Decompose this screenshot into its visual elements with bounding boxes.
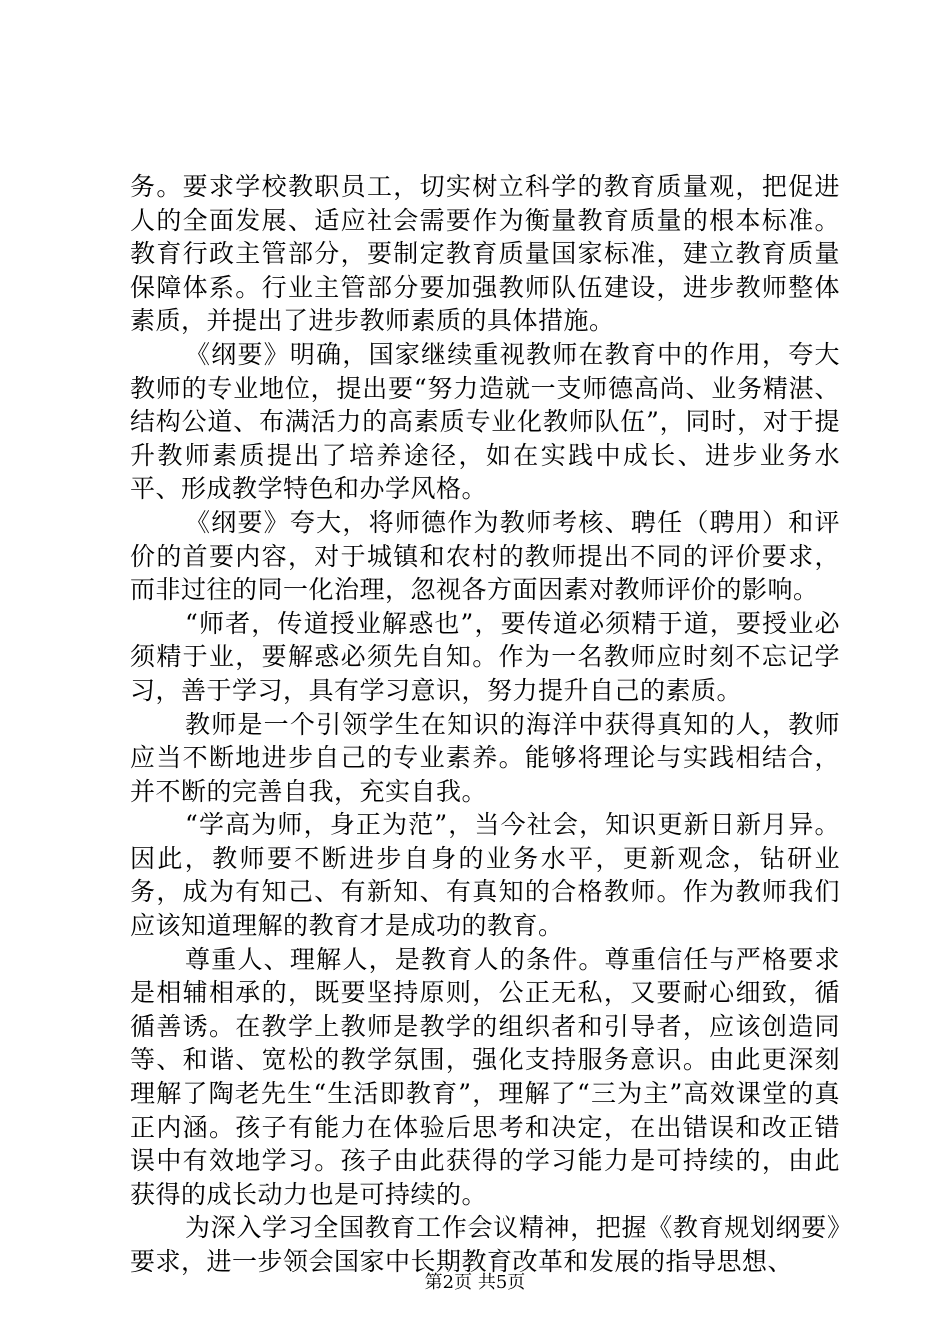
paragraph: 务。要求学校教职员工，切实树立科学的教育质量观，把促进人的全面发展、适应社会需要作为衡量教育质量的根本标准。教育行政主管部分，要制定教育质量国家标准，建立教育质量保障体系。行业主管部分要加强教师队伍建设，进步教师整体素质，并提出了进步教师素质的具体措施。 [130,172,840,336]
document-body [130,170,840,1279]
paragraph: 为深入学习全国教育工作会议精神，把握《教育规划纲要》要求，进一步领会国家中长期教育改革和发展的指导思想、 [130,1213,840,1276]
paragraph: 《纲要》夸大，将师德作为教师考核、聘任（聘用）和评价的首要内容，对于城镇和农村的教师提出不同的评价要求，而非过往的同一化治理，忽视各方面因素对教师评价的影响。 [130,507,840,605]
paragraph: “学高为师，身正为范”，当今社会，知识更新日新月异。因此，教师要不断进步自身的业务水平，更新观念，钻研业务，成为有知己、有新知、有真知的合格教师。作为教师我们应该知道理解的教育才是成功的教育。 [130,810,840,941]
page-number-footer: 第2页 共5页 [424,1272,526,1293]
paragraph: 《纲要》明确，国家继续重视教师在教育中的作用，夸大教师的专业地位，提出要“努力造就一支师德高尚、业务精湛、结构公道、布满活力的高素质专业化教师队伍”，同时，对于提升教师素质提出了培养途径，如在实践中成长、进步业务水平、形成教学特色和办学风格。 [130,339,840,504]
paragraph: 尊重人、理解人，是教育人的条件。尊重信任与严格要求是相辅相承的，既要坚持原则，公正无私，又要耐心细致，循循善诱。在教学上教师是教学的组织者和引导者，应该创造同等、和谐、宽松的教学氛围，强化支持服务意识。由此更深刻理解了陶老先生“生活即教育”，理解了“三为主”高效课堂的真正内涵。孩子有能力在体验后思考和决定，在出错误和改正错误中有效地学习。孩子由此获得的学习能力是可持续的，由此获得的成长动力也是可持续的。 [130,944,840,1209]
paragraph: “师者，传道授业解惑也”，要传道必须精于道，要授业必须精于业，要解惑必须先自知。作为一名教师应时刻不忘记学习，善于学习，具有学习意识，努力提升自己的素质。 [130,608,840,705]
paragraph: 教师是一个引领学生在知识的海洋中获得真知的人，教师应当不断地进步自己的专业素养。能够将理论与实践相结合，并不断的完善自我，充实自我。 [130,709,840,806]
